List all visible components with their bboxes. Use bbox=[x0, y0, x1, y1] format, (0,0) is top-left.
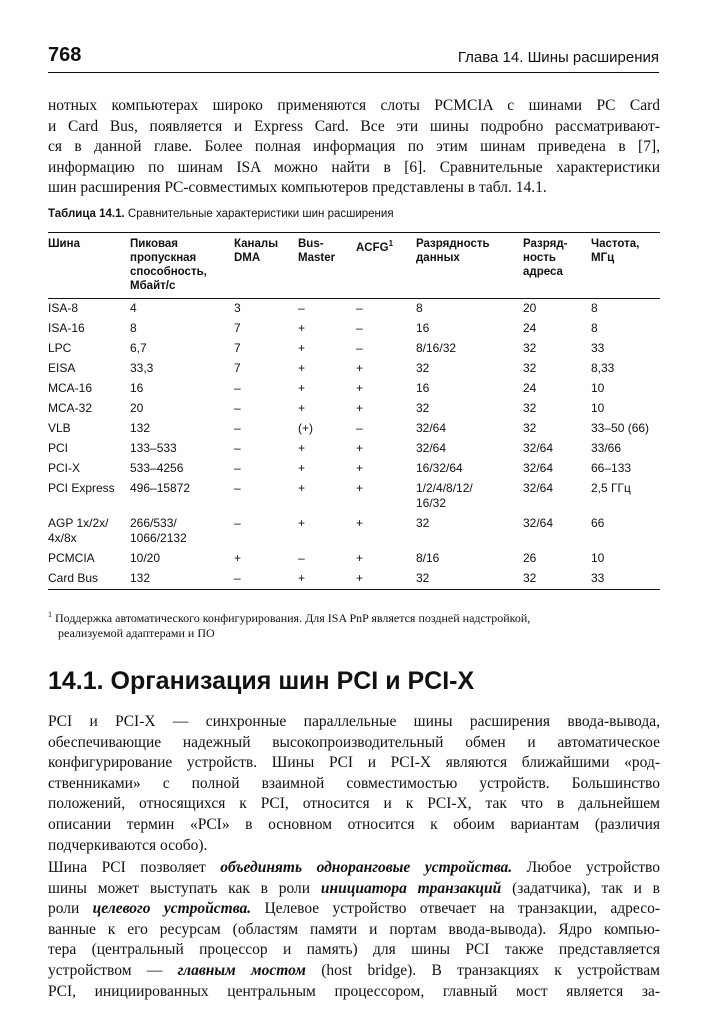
table-cell: 16 bbox=[416, 321, 430, 335]
table-cell: – bbox=[234, 381, 241, 395]
acfg-footnote-mark: 1 bbox=[388, 239, 394, 248]
table-cell: VLB bbox=[48, 421, 71, 435]
table-cell: 32 bbox=[523, 401, 537, 415]
section-heading: 14.1. Организация шин PCI и PCI-X bbox=[48, 667, 475, 695]
text-line: подчеркиваются особо). bbox=[48, 836, 208, 854]
table-cell: 32/64 bbox=[523, 516, 554, 530]
table-cell: 2,5 ГГц bbox=[591, 481, 631, 495]
table-cell: + bbox=[298, 516, 306, 530]
emphasis: целевого устройства. bbox=[92, 900, 252, 918]
table-row bbox=[48, 459, 660, 479]
paragraph-pci-devices bbox=[48, 858, 660, 1002]
text-line: ся в данной главе. Более полная информация по этим шинам приведена в [7], bbox=[48, 138, 660, 156]
table-row bbox=[48, 399, 660, 419]
page-number: 768 bbox=[48, 44, 82, 66]
table-cell: 33 bbox=[591, 569, 660, 590]
text-line: роли целевого устройства. Целевое устройство отвечает на транзакции, адресо- bbox=[48, 900, 660, 918]
table-cell: 32/64 bbox=[416, 421, 447, 435]
table-cell: ISA-16 bbox=[48, 321, 85, 335]
table-cell: 8 bbox=[591, 301, 598, 315]
table-row bbox=[48, 299, 660, 320]
table-row bbox=[48, 319, 660, 339]
table-footnote bbox=[48, 607, 660, 641]
table-cell: – bbox=[234, 481, 241, 495]
table-row bbox=[48, 359, 660, 379]
text-line: обеспечивающие надежный высокопроизводительный обмен и автоматическое bbox=[48, 733, 660, 751]
table-cell: Card Bus bbox=[48, 569, 130, 590]
table-cell: LPC bbox=[48, 341, 72, 355]
text-line: конфигурирование устройств. Шины PCI и PCI-X являются ближайшими «род- bbox=[48, 754, 660, 772]
table-cell: + bbox=[356, 361, 364, 375]
text-line: информацию по шинам ISA можно найти в [6]. Сравнительные характеристики bbox=[48, 158, 660, 176]
table-cell: MCA-32 bbox=[48, 401, 93, 415]
table-cell: + bbox=[234, 551, 242, 565]
table-row bbox=[48, 549, 660, 569]
table-cell: 20 bbox=[130, 401, 144, 415]
header-frequency: Частота, МГц bbox=[591, 233, 660, 299]
table-cell: 8 bbox=[130, 321, 137, 335]
table-cell: 7 bbox=[234, 321, 241, 335]
table-cell: + bbox=[298, 481, 306, 495]
table-cell: – bbox=[234, 401, 241, 415]
text-line: и Card Bus, появляется и Express Card. Все эти шины подробно рассматривают- bbox=[48, 117, 660, 135]
table-cell: 6,7 bbox=[130, 341, 147, 355]
table-cell: + bbox=[356, 441, 364, 455]
table-cell: EISA bbox=[48, 361, 76, 375]
table-cell: 8/16/32 bbox=[416, 341, 457, 355]
table-cell: 32 bbox=[416, 516, 430, 530]
table-cell: 32 bbox=[523, 361, 537, 375]
table-cell: 10 bbox=[591, 401, 605, 415]
table-cell: + bbox=[356, 401, 364, 415]
table-cell: + bbox=[298, 569, 356, 590]
table-cell: 32/64 bbox=[523, 461, 554, 475]
table-cell: – bbox=[234, 569, 298, 590]
table-cell: 33–50 (66) bbox=[591, 421, 650, 435]
table-cell: 32 bbox=[416, 361, 430, 375]
table-caption-label: Таблица 14.1. bbox=[48, 208, 125, 220]
table-cell: 16 bbox=[416, 381, 430, 395]
table-row bbox=[48, 339, 660, 359]
table-cell: (+) bbox=[298, 421, 313, 435]
table-cell: 20 bbox=[523, 301, 537, 315]
table-cell: MCA-16 bbox=[48, 381, 93, 395]
intro-paragraph bbox=[48, 96, 660, 199]
text-line: ственниками» с полной взаимной совместимостью устройств. Большинство bbox=[48, 774, 660, 792]
header-bus: Шина bbox=[48, 233, 130, 299]
table-cell: – bbox=[234, 441, 241, 455]
table-cell: + bbox=[298, 361, 306, 375]
table-cell: + bbox=[298, 401, 306, 415]
text-line: Шина PCI позволяет объединять одноранговые устройства. Любое устройство bbox=[48, 859, 661, 876]
table-cell: 24 bbox=[523, 321, 537, 335]
table-cell: + bbox=[356, 516, 364, 530]
table-cell: + bbox=[298, 381, 306, 395]
text-line: описании термин «PCI» в основном относится к обоим вариантам (различия bbox=[48, 815, 660, 833]
table-cell: 32 bbox=[416, 401, 430, 415]
table-cell: – bbox=[234, 516, 241, 530]
table-cell: 3 bbox=[234, 301, 241, 315]
table-cell: – bbox=[234, 421, 241, 435]
table-body bbox=[48, 299, 660, 590]
text-line: нотных компьютерах широко применяются слоты PCMCIA с шинами PC Card bbox=[48, 97, 660, 114]
emphasis: инициатора транзакций bbox=[320, 879, 502, 897]
table-cell: – bbox=[298, 551, 305, 565]
table-cell: 32/64 bbox=[523, 481, 554, 495]
running-chapter-title: Глава 14. Шины расширения bbox=[457, 49, 659, 66]
table-cell: + bbox=[298, 461, 306, 475]
emphasis: главным мостом bbox=[177, 961, 306, 979]
table-cell: PCI Express bbox=[48, 481, 115, 495]
table-cell: 16/32/64 bbox=[416, 461, 463, 475]
table-cell: + bbox=[298, 441, 306, 455]
table-cell: + bbox=[298, 321, 306, 335]
header-dma-channels: Каналы DMA bbox=[234, 233, 298, 299]
table-cell: – bbox=[356, 341, 363, 355]
table-cell: + bbox=[356, 551, 364, 565]
text-line: PCI, инициированных центральным процессором, главный мост является за- bbox=[48, 982, 660, 1000]
footnote-line: $^1$ Поддержка автоматического конфигурирования. Для ISA PnP является поздней надстройкой, bbox=[48, 610, 531, 625]
text-line: положений, относящихся к PCI, относится и к PCI-X, так что в дальнейшем bbox=[48, 795, 660, 813]
paragraph-pci-overview bbox=[48, 712, 660, 856]
table-cell: – bbox=[356, 301, 363, 315]
table-cell: – bbox=[356, 421, 363, 435]
table-cell: – bbox=[298, 301, 305, 315]
table-row bbox=[48, 439, 660, 459]
table-cell: – bbox=[356, 321, 363, 335]
table-cell: 33 bbox=[591, 341, 605, 355]
table-header-row bbox=[48, 233, 660, 299]
table-cell: + bbox=[298, 341, 306, 355]
table-row bbox=[48, 479, 660, 514]
table-cell: 32 bbox=[523, 421, 537, 435]
table-cell: 1/2/4/8/12/ 16/32 bbox=[416, 481, 473, 510]
table-row bbox=[48, 379, 660, 399]
page-header bbox=[48, 46, 659, 73]
table-caption bbox=[48, 208, 394, 220]
text-line: устройством — главным мостом (host bridge). В транзакциях к устройствам bbox=[48, 961, 660, 979]
table-caption-text: Сравнительные характеристики шин расширения bbox=[127, 208, 394, 220]
text-line: шин расширения PC-совместимых компьютеров представлены в табл. 14.1. bbox=[48, 179, 547, 197]
table-cell: PCMCIA bbox=[48, 551, 95, 565]
text-line: тера (центральный процессор и память) для шины PCI также представляется bbox=[48, 941, 660, 959]
table-cell: 16 bbox=[130, 381, 144, 395]
table-cell: + bbox=[356, 569, 416, 590]
table-cell: 26 bbox=[523, 551, 537, 565]
table-cell: 8/16 bbox=[416, 551, 440, 565]
table-row bbox=[48, 569, 660, 590]
table-cell: 132 bbox=[130, 569, 234, 590]
table-cell: 33/66 bbox=[591, 441, 622, 455]
table-cell: 266/533/ 1066/2132 bbox=[130, 516, 187, 545]
header-bus-master: Bus- Master bbox=[298, 233, 356, 299]
table-cell: 8 bbox=[416, 301, 423, 315]
table-cell: 32/64 bbox=[416, 441, 447, 455]
table-cell: + bbox=[356, 481, 364, 495]
table-row bbox=[48, 419, 660, 439]
table-cell: 32 bbox=[416, 569, 523, 590]
table-cell: 132 bbox=[130, 421, 151, 435]
table-cell: 133–533 bbox=[130, 441, 177, 455]
header-data-width: Разрядность данных bbox=[416, 233, 523, 299]
text-line: шины может выступать как в роли инициатора транзакций (задатчика), так и в bbox=[48, 879, 661, 897]
table-cell: + bbox=[356, 381, 364, 395]
table-cell: 32 bbox=[523, 569, 591, 590]
table-cell: PCI-X bbox=[48, 461, 81, 475]
table-cell: 496–15872 bbox=[130, 481, 191, 495]
table-cell: 24 bbox=[523, 381, 537, 395]
table-cell: AGP 1x/2x/ 4x/8x bbox=[48, 516, 109, 545]
table-cell: 10/20 bbox=[130, 551, 161, 565]
table-cell: 66 bbox=[591, 516, 605, 530]
footnote-mark: 1 bbox=[48, 610, 52, 619]
header-address-width: Разряд- ность адреса bbox=[523, 233, 591, 299]
table-cell: 533–4256 bbox=[130, 461, 184, 475]
table-cell: 32 bbox=[523, 341, 537, 355]
table-cell: 32/64 bbox=[523, 441, 554, 455]
table-cell: 7 bbox=[234, 341, 241, 355]
table-cell: PCI bbox=[48, 441, 69, 455]
table-cell: 66–133 bbox=[591, 461, 632, 475]
table-cell: 33,3 bbox=[130, 361, 154, 375]
table-cell: 8 bbox=[591, 321, 598, 335]
text-line: ванные к его ресурсам (областям памяти и портам ввода-вывода). Ядро компью- bbox=[48, 920, 660, 938]
header-acfg: ACFG$^1$ bbox=[356, 233, 416, 299]
table-row bbox=[48, 514, 660, 549]
bus-comparison-table bbox=[48, 232, 660, 590]
table-cell: 4 bbox=[130, 301, 137, 315]
table-cell: 10 bbox=[591, 381, 605, 395]
table-cell: + bbox=[356, 461, 364, 475]
header-peak-bandwidth: Пиковая пропускная способность, Мбайт/с bbox=[130, 233, 234, 299]
table-cell: ISA-8 bbox=[48, 301, 79, 315]
text-line: PCI и PCI-X — синхронные параллельные шины расширения ввода-вывода, bbox=[48, 713, 660, 730]
table-cell: 8,33 bbox=[591, 361, 615, 375]
table-cell: 7 bbox=[234, 361, 241, 375]
emphasis: объединять одноранговые устройства. bbox=[220, 859, 513, 876]
footnote-line: реализуемой адаптерами и ПО bbox=[58, 626, 215, 640]
table-cell: 10 bbox=[591, 551, 605, 565]
table-cell: – bbox=[234, 461, 241, 475]
